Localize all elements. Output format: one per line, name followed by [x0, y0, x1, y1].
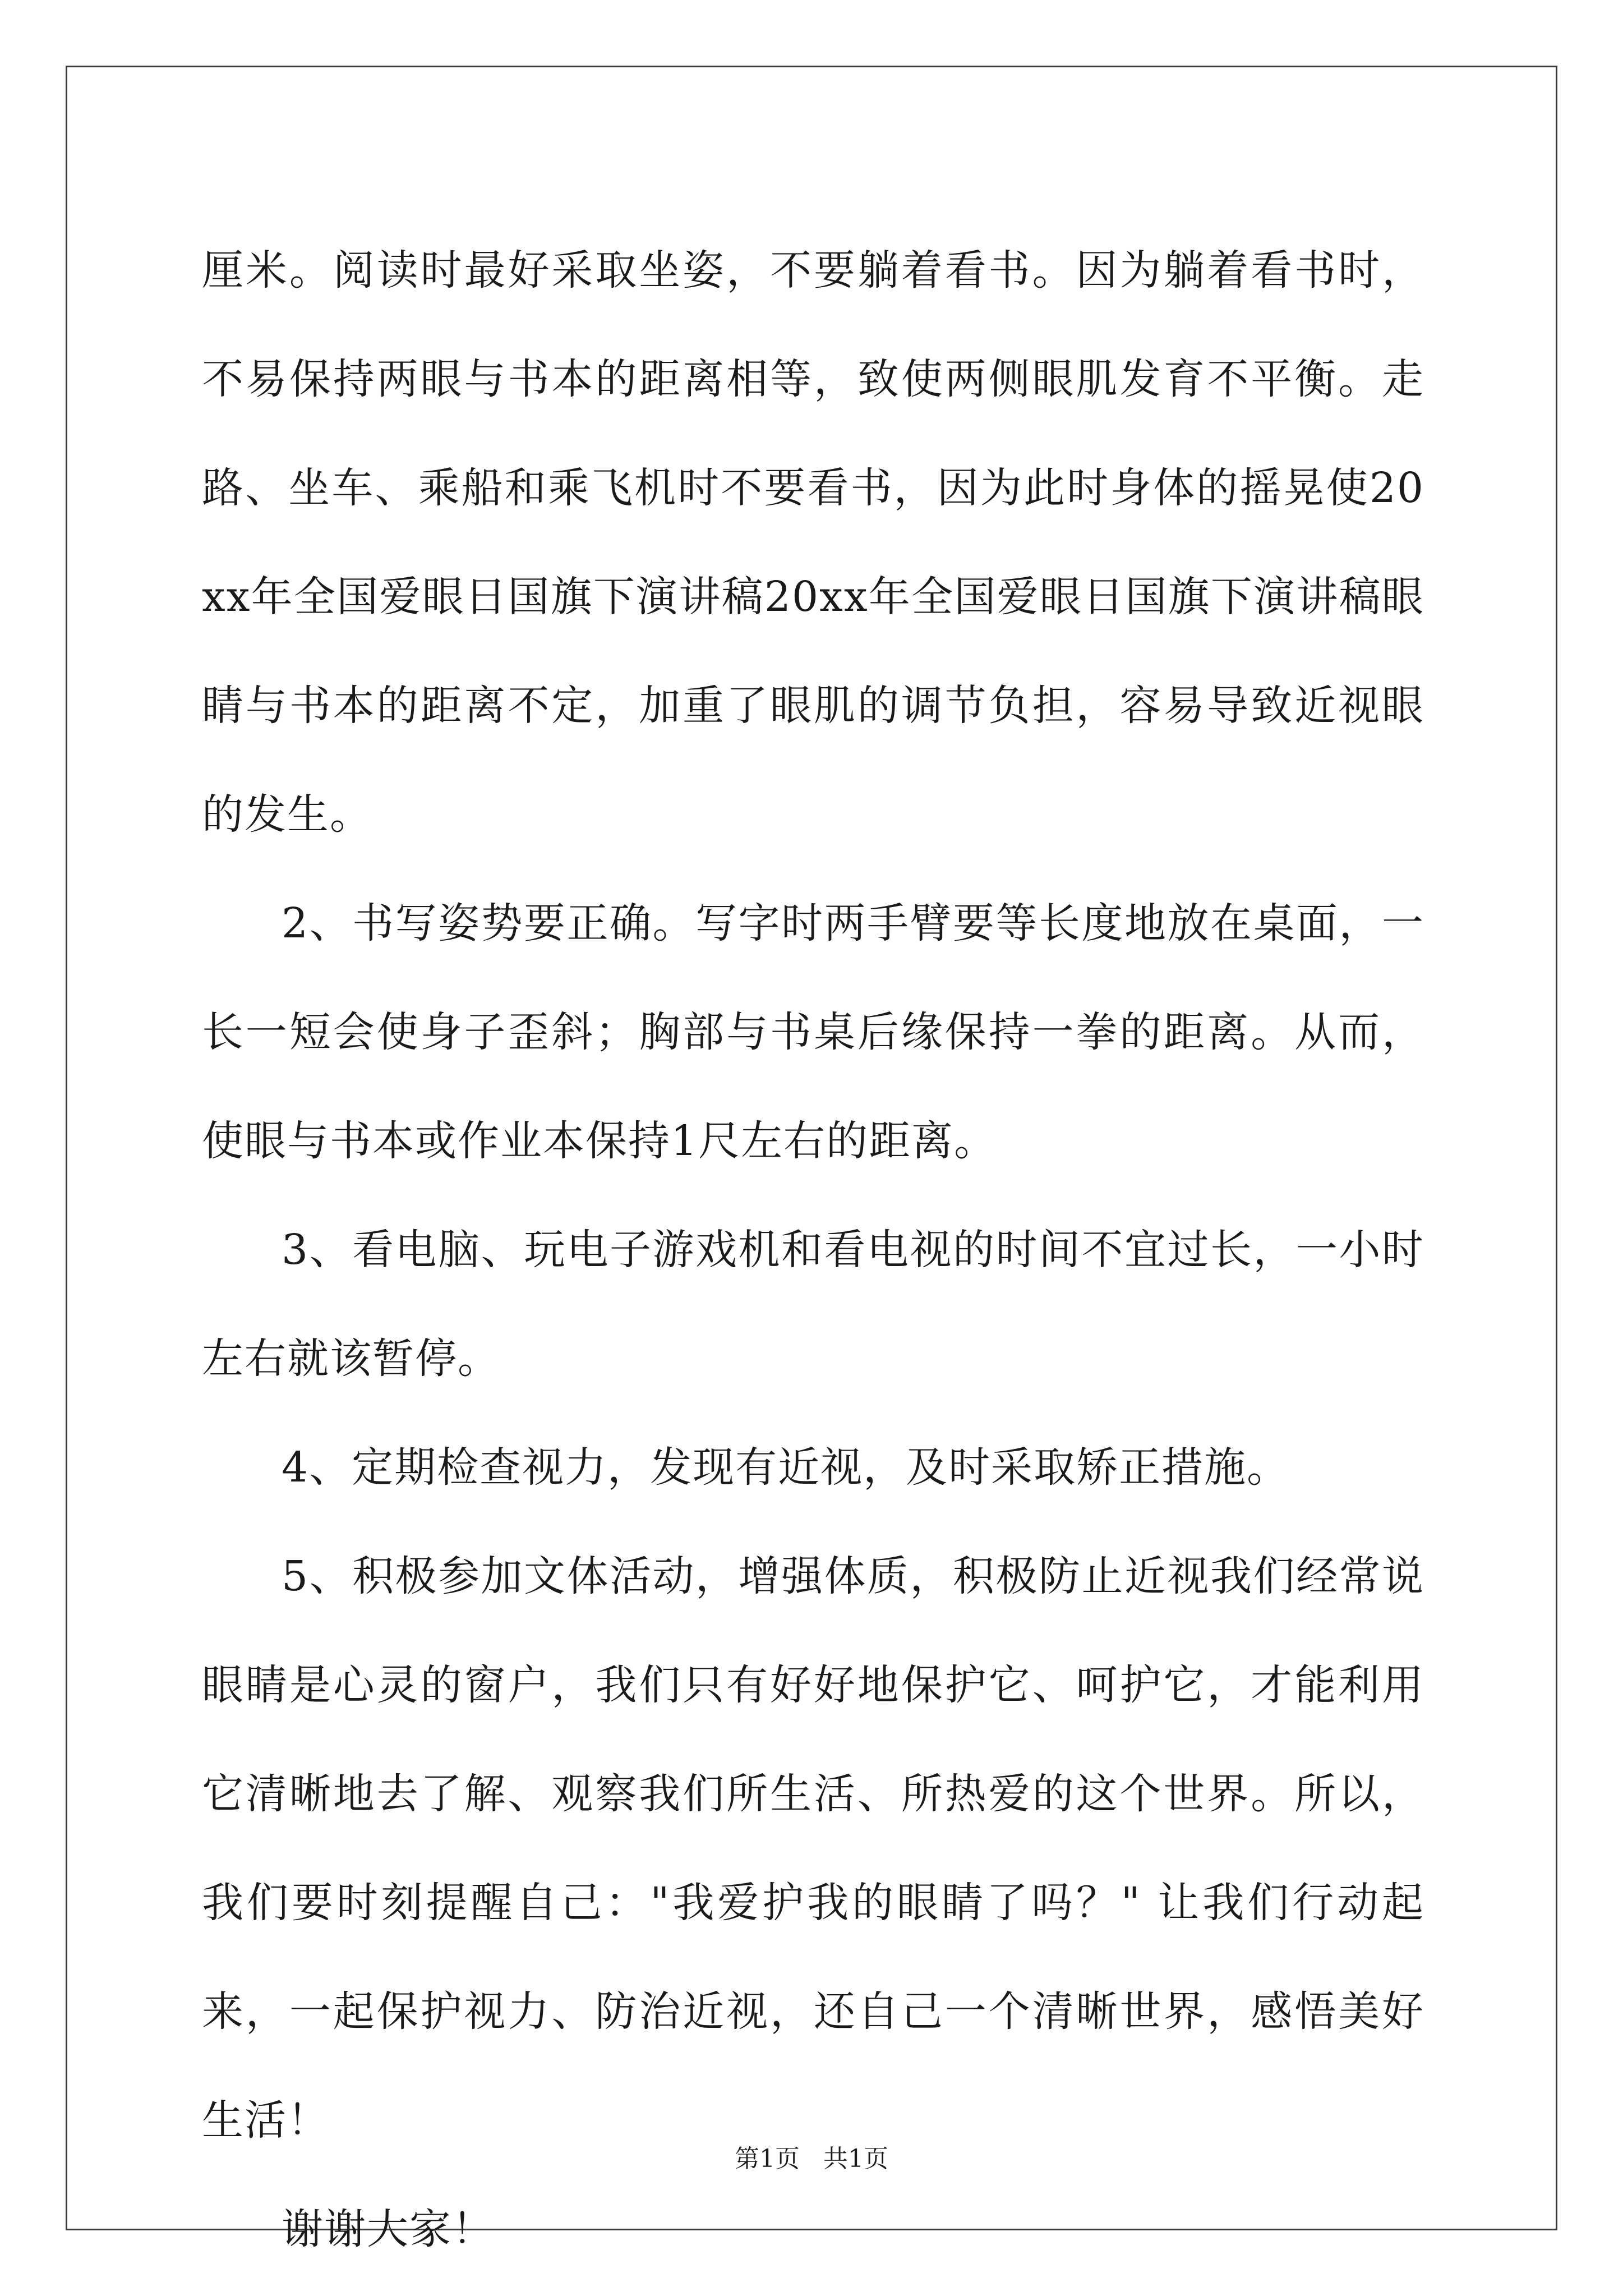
paragraph-item-4: 4、定期检查视力，发现有近视，及时采取矫正措施。 — [282, 1443, 1290, 1492]
paragraph-item-3: 3、看电脑、玩电子游戏机和看电视的时间不宜过长，一小时左右就该暂停。 — [202, 1226, 1424, 1383]
paragraph-item-5: 5、积极参加文体活动，增强体质，积极防止近视我们经常说眼睛是心灵的窗户，我们只有好好地保护它、呵护它，才能利用它清晰地去了解、观察我们所生活、所热爱的这个世界。所以，我们要时刻提醒自己："我爱护我的眼睛了吗？" 让我们行动起来，一起保护视力、防治近视，还自己一个清晰世界，感悟美好生活！ — [202, 1552, 1424, 2145]
paragraph-closing: 谢谢大家！ — [282, 2205, 495, 2253]
document-body — [202, 216, 1424, 2284]
page-footer: 第1页 共1页 — [735, 2145, 888, 2173]
paragraph-item-2: 2、书写姿势要正确。写字时两手臂要等长度地放在桌面，一长一短会使身子歪斜；胸部与书桌后缘保持一拳的距离。从而，使眼与书本或作业本保持1尺左右的距离。 — [202, 899, 1424, 1165]
paragraph-continuation: 厘米。阅读时最好采取坐姿，不要躺着看书。因为躺着看书时，不易保持两眼与书本的距离相等，致使两侧眼肌发育不平衡。走路、坐车、乘船和乘飞机时不要看书，因为此时身体的摇晃使20xx年全国爱眼日国旗下演讲稿20xx年全国爱眼日国旗下演讲稿眼睛与书本的距离不定，加重了眼肌的调节负担，容易导致近视眼的发生。 — [202, 246, 1424, 839]
